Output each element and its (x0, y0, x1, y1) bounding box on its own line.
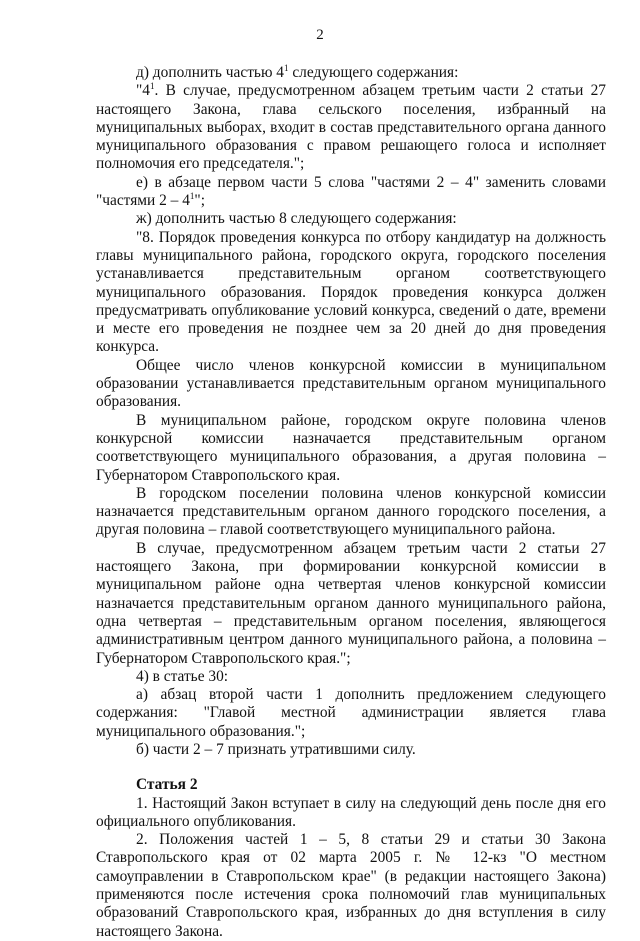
page-number: 2 (316, 27, 324, 43)
paragraph-district-commission: В муниципальном районе, городском округе половина членов конкурсной комиссии назначается представительным органом соответствующего муниципального образования, а другая половина – Губернатором Ставропольского края. (96, 411, 606, 484)
paragraph-b: б) части 2 – 7 признать утратившими силу. (136, 740, 416, 758)
section-spacer (96, 759, 606, 776)
document-body (96, 64, 606, 941)
article-2-heading: Статья 2 (136, 776, 198, 794)
paragraph-part-4-1: "$4^1$. В случае, предусмотренном абзацем третьим части 2 статьи 27 настоящего Закона, глава сельского поселения, избранный на муниципальных выборах, входит в состав представительного органа данного муниципального образования с правом решающего голоса и исполняет полномочия его председателя."; (96, 81, 606, 173)
article-2-paragraph-1: 1. Настоящий Закон вступает в силу на следующий день после дня его официального опубликования. (96, 794, 606, 830)
paragraph-part-8: "8. Порядок проведения конкурса по отбору кандидатур на должность главы муниципального района, городского округа, городского поселения устанавливается представительным органом соответствующего муниципального образования. Порядок проведения конкурса должен предусматривать опубликование условий конкурса, сведений о дате, времени и месте его проведения не позднее чем за 20 дней до дня проведения конкурса. (96, 228, 606, 356)
article-2-paragraph-2: 2. Положения частей 1 – 5, 8 статьи 29 и статьи 30 Закона Ставропольского края от 02 марта 2005 г. № 12-кз "О местном самоуправлении в Ставропольском крае" (в редакции настоящего Закона) применяются после истечения срока полномочий глав муниципальных образований Ставропольского края, избранных до дня вступления в силу настоящего Закона. (96, 831, 606, 940)
paragraph-a: а) абзац второй части 1 дополнить предложением следующего содержания: "Главой местной администрации является глава муниципального образования."; (96, 686, 606, 740)
paragraph-d: д) дополнить частью $4^1$ следующего содержания: (136, 63, 459, 81)
paragraph-zh: ж) дополнить частью 8 следующего содержания: (136, 210, 457, 228)
paragraph-e: е) в абзаце первом части 5 слова "частями 2 – 4" заменить словами "частями $2 - 4^1$"; (96, 173, 606, 210)
paragraph-urban-commission: В городском поселении половина членов конкурсной комиссии назначается представительным органом данного городского поселения, а другая половина – главой соответствующего муниципального района. (96, 484, 606, 539)
paragraph-commission-total: Общее число членов конкурсной комиссии в муниципальном образовании устанавливается представительным органом муниципального образования. (96, 356, 606, 411)
paragraph-article-30: 4) в статье 30: (136, 667, 229, 685)
paragraph-special-case: В случае, предусмотренном абзацем третьим части 2 статьи 27 настоящего Закона, при формировании конкурсной комиссии в муниципальном районе одна четвертая членов конкурсной комиссии назначается представительным органом данного муниципального района, одна четвертая – представительным органом поселения, являющегося административным центром данного муниципального района, а половина – Губернатором Ставропольского края."; (96, 539, 606, 667)
